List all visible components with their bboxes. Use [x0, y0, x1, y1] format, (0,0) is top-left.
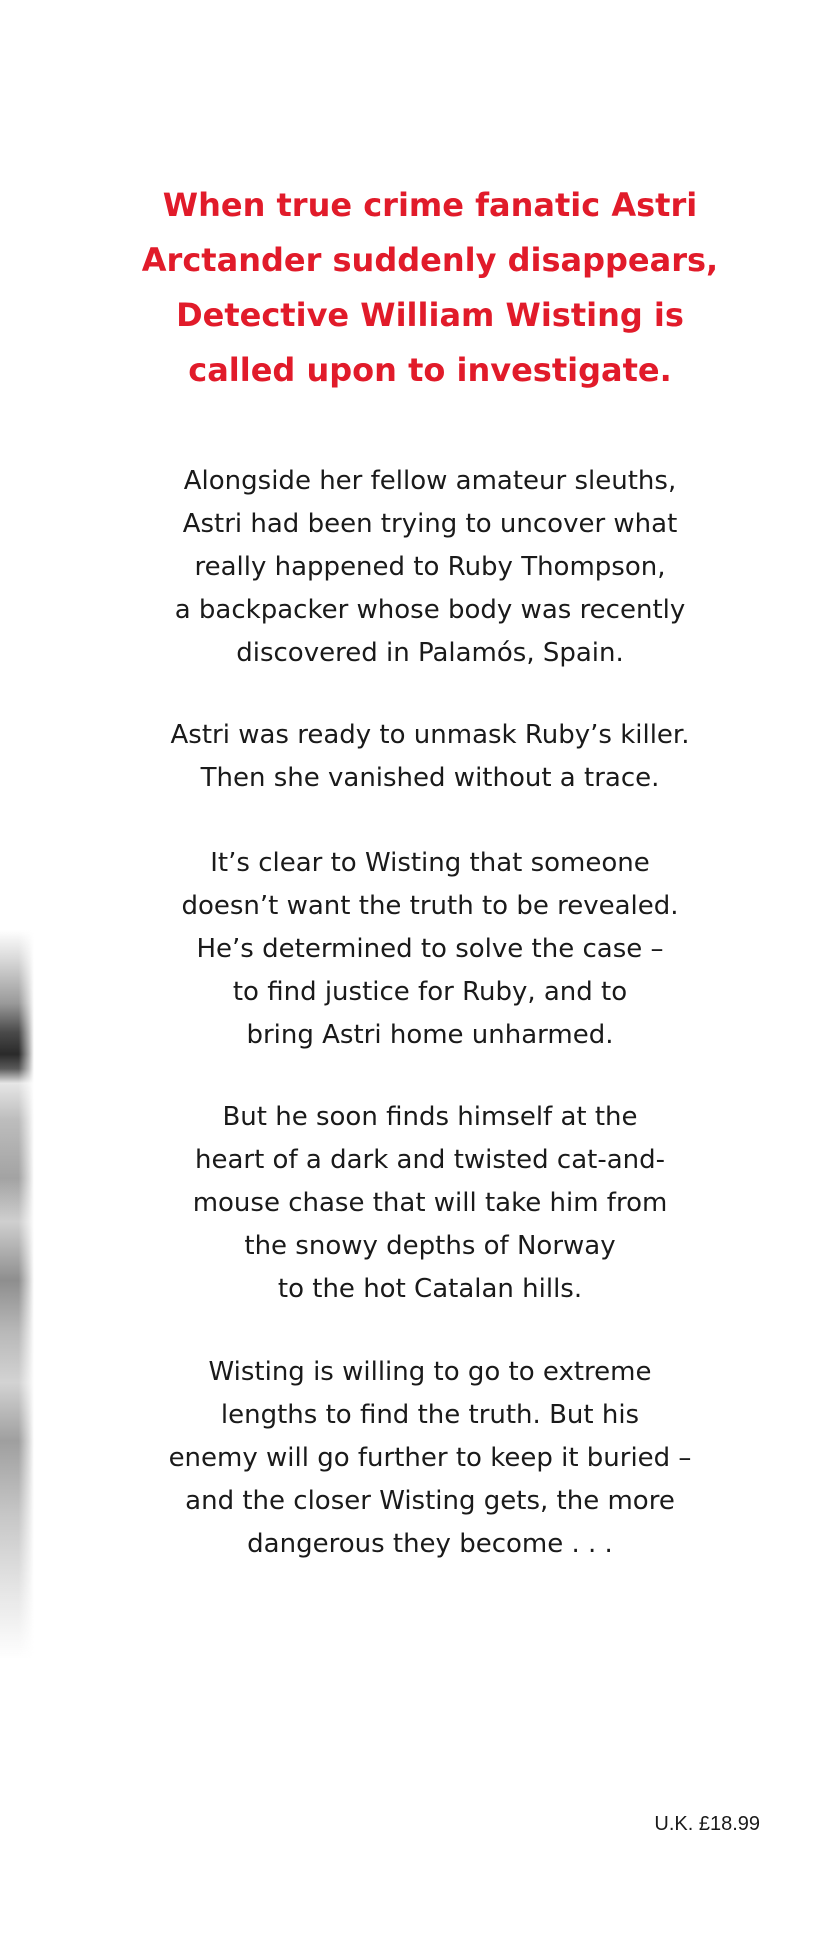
blurb-line: doesn’t want the truth to be revealed.: [181, 891, 679, 921]
blurb-line: Astri was ready to unmask Ruby’s killer.: [170, 720, 690, 750]
blurb-paragraph-2: [110, 714, 750, 800]
blurb-paragraph-4: [110, 1096, 750, 1311]
headline-line: Detective William Wisting is: [176, 296, 684, 334]
headline-line: When true crime fanatic Astri: [162, 186, 698, 224]
blurb-line: lengths to find the truth. But his: [220, 1400, 640, 1430]
edge-photo-strip: [0, 930, 34, 1660]
blurb-line: enemy will go further to keep it buried –: [168, 1443, 692, 1473]
blurb-line: to the hot Catalan hills.: [277, 1274, 583, 1304]
blurb-line: the snowy depths of Norway: [244, 1231, 616, 1261]
blurb-paragraph-3: [110, 842, 750, 1057]
price-label: U.K. £18.99: [654, 1813, 760, 1835]
blurb-line: bring Astri home unharmed.: [246, 1020, 614, 1050]
headline: [140, 178, 720, 398]
blurb-line: to find justice for Ruby, and to: [232, 977, 628, 1007]
blurb-line: dangerous they become . . .: [247, 1529, 613, 1559]
blurb-line: and the closer Wisting gets, the more: [185, 1486, 675, 1516]
blurb-line: Wisting is willing to go to extreme: [208, 1357, 652, 1387]
blurb-line: heart of a dark and twisted cat-and-: [195, 1145, 665, 1175]
blurb-paragraph-1: [110, 460, 750, 675]
headline-line: called upon to investigate.: [188, 351, 672, 389]
blurb-line: discovered in Palamós, Spain.: [236, 638, 624, 668]
blurb-line: Then she vanished without a trace.: [200, 763, 660, 793]
blurb-line: Alongside her fellow amateur sleuths,: [183, 466, 677, 496]
blurb-line: Astri had been trying to uncover what: [182, 509, 678, 539]
blurb-line: But he soon finds himself at the: [222, 1102, 638, 1132]
headline-line: Arctander suddenly disappears,: [141, 241, 719, 279]
blurb-paragraph-5: [110, 1351, 750, 1566]
blurb-line: He’s determined to solve the case –: [196, 934, 664, 964]
blurb-line: mouse chase that will take him from: [192, 1188, 668, 1218]
blurb-line: really happened to Ruby Thompson,: [194, 552, 666, 582]
blurb-line: It’s clear to Wisting that someone: [210, 848, 650, 878]
blurb-line: a backpacker whose body was recently: [174, 595, 686, 625]
